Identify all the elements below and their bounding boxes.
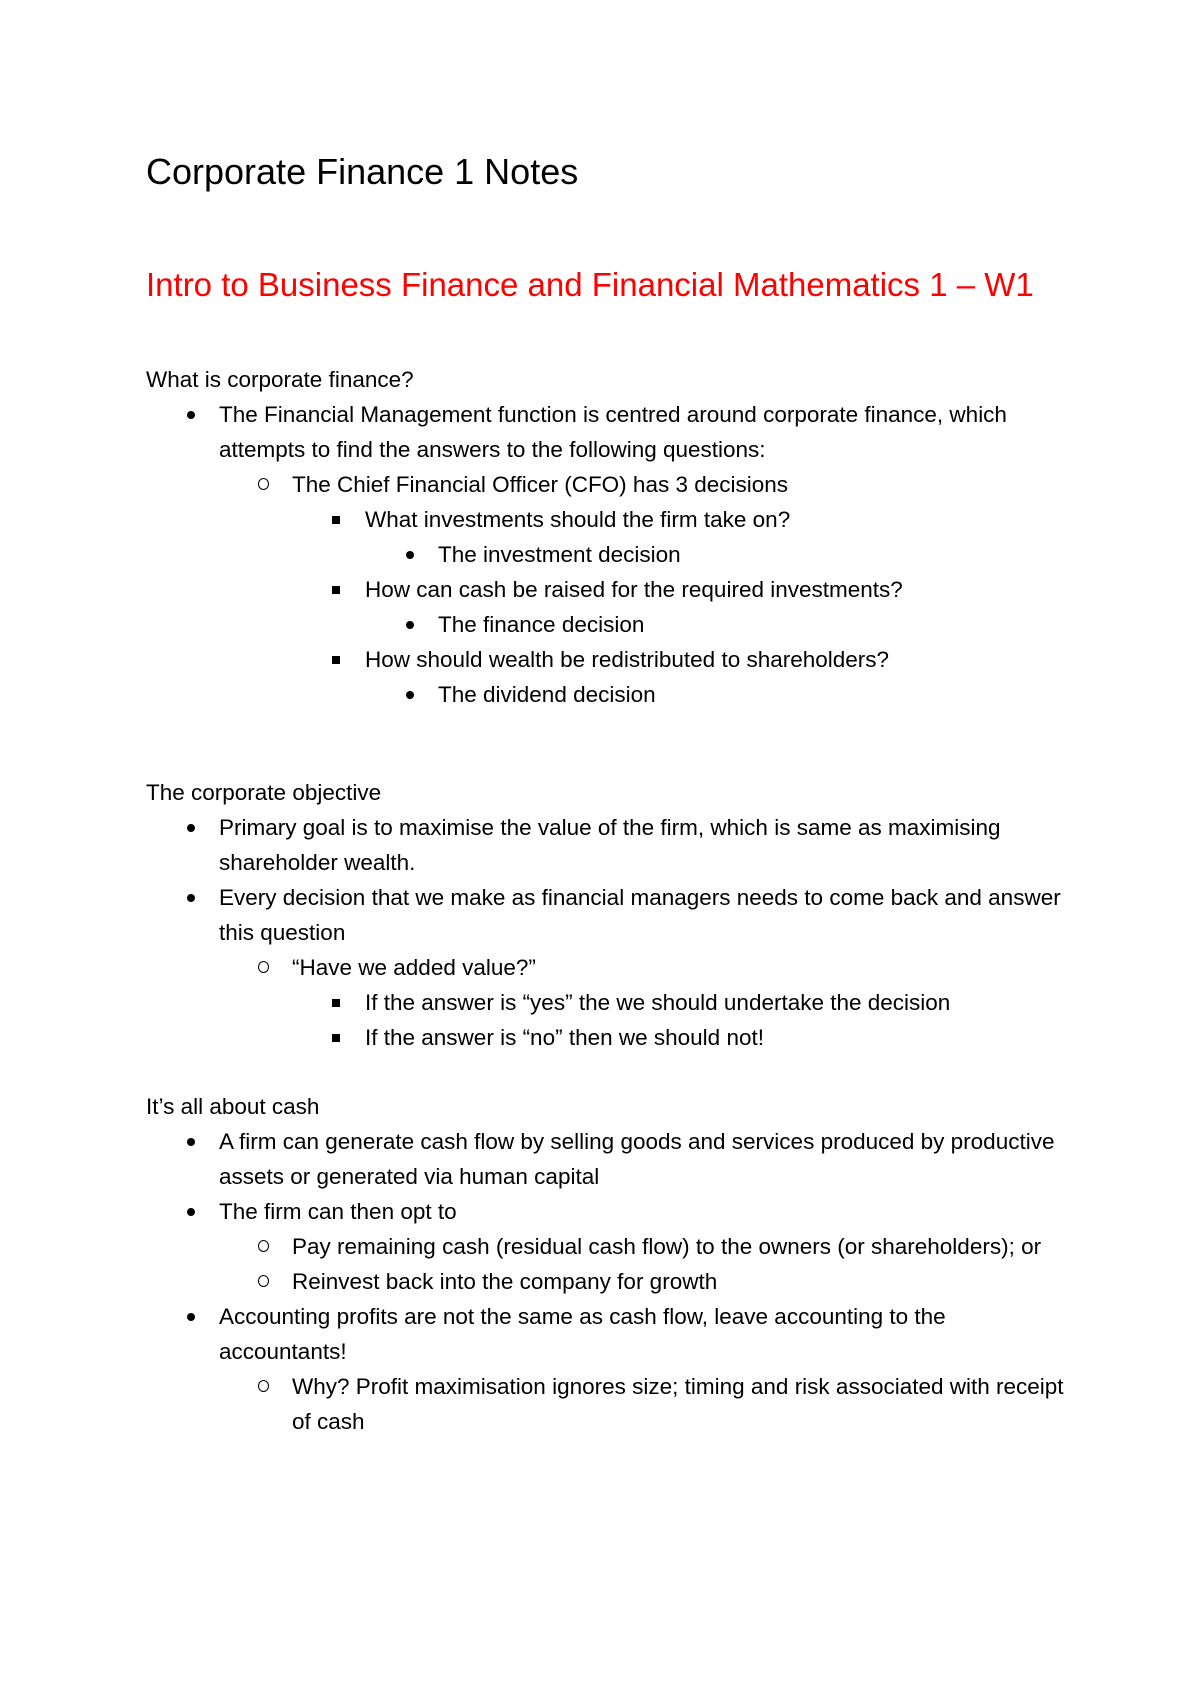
list-item: Accounting profits are not the same as cash flow, leave accounting to the accountants! Why? Profit maximisation ignores size; timing and risk associated with receipt of cash bbox=[146, 1299, 1076, 1439]
list-item: Reinvest back into the company for growth bbox=[219, 1264, 1076, 1299]
bullet-dot-icon bbox=[146, 880, 219, 915]
bullet-circle-icon bbox=[219, 1264, 292, 1299]
bullet-square-icon bbox=[292, 502, 365, 537]
list-item: Primary goal is to maximise the value of the firm, which is same as maximising shareholder wealth. bbox=[146, 810, 1076, 880]
list-item: The finance decision bbox=[365, 607, 1076, 642]
section-corporate-objective bbox=[146, 775, 1076, 1055]
bullet-circle-icon bbox=[219, 950, 292, 985]
list-item: Pay remaining cash (residual cash flow) to the owners (or shareholders); or bbox=[219, 1229, 1076, 1264]
section-title: It’s all about cash bbox=[146, 1094, 320, 1119]
list-item: A firm can generate cash flow by selling goods and services produced by productive assets or generated via human capital bbox=[146, 1124, 1076, 1194]
section-title: The corporate objective bbox=[146, 780, 382, 805]
bullet-square-icon bbox=[292, 985, 365, 1020]
list-item: Why? Profit maximisation ignores size; timing and risk associated with receipt of cash bbox=[219, 1369, 1076, 1439]
bullet-dot-icon bbox=[146, 397, 219, 432]
section-heading: Intro to Business Finance and Financial Mathematics 1 – W1 bbox=[146, 266, 1034, 303]
list-item: The dividend decision bbox=[365, 677, 1076, 712]
section-title: What is corporate finance? bbox=[146, 367, 414, 392]
list-item: The Financial Management function is centred around corporate finance, which attempts to find the answers to the following questions: The Chief Financial Officer (CFO) has 3 decisions What investments should the firm take on? The investment decision How can cash be raised for the required investments? The finance decision How should wealth be redistributed to shareholders? The dividend decision bbox=[146, 397, 1076, 712]
bullet-dot-icon bbox=[146, 1299, 219, 1334]
list-item: If the answer is “yes” the we should undertake the decision bbox=[292, 985, 1076, 1020]
bullet-circle-icon bbox=[219, 1369, 292, 1404]
list-item: If the answer is “no” then we should not! bbox=[292, 1020, 1076, 1055]
bullet-list bbox=[146, 1124, 1076, 1439]
bullet-square-icon bbox=[292, 572, 365, 607]
bullet-dot-icon bbox=[146, 1124, 219, 1159]
bullet-dot-icon bbox=[365, 537, 438, 572]
list-item: How can cash be raised for the required investments? The finance decision bbox=[292, 572, 1076, 642]
list-item: The firm can then opt to Pay remaining cash (residual cash flow) to the owners (or shareholders); or Reinvest back into the company for growth bbox=[146, 1194, 1076, 1299]
list-item: How should wealth be redistributed to shareholders? The dividend decision bbox=[292, 642, 1076, 712]
list-item: “Have we added value?” If the answer is “yes” the we should undertake the decision If the answer is “no” then we should not! bbox=[219, 950, 1076, 1055]
section-what-is-corporate-finance bbox=[146, 362, 1076, 712]
list-item: Every decision that we make as financial managers needs to come back and answer this question “Have we added value?” If the answer is “yes” the we should undertake the decision If the answer is “no” then we should not! bbox=[146, 880, 1076, 1055]
bullet-dot-icon bbox=[365, 607, 438, 642]
bullet-dot-icon bbox=[146, 810, 219, 845]
bullet-list bbox=[146, 810, 1076, 1055]
bullet-square-icon bbox=[292, 1020, 365, 1055]
list-item: The investment decision bbox=[365, 537, 1076, 572]
bullet-list bbox=[146, 397, 1076, 712]
bullet-dot-icon bbox=[146, 1194, 219, 1229]
bullet-square-icon bbox=[292, 642, 365, 677]
section-all-about-cash bbox=[146, 1089, 1076, 1439]
bullet-circle-icon bbox=[219, 1229, 292, 1264]
list-item: What investments should the firm take on? The investment decision bbox=[292, 502, 1076, 572]
list-item: The Chief Financial Officer (CFO) has 3 decisions What investments should the firm take on? The investment decision How can cash be raised for the required investments? The finance decision How should wealth be redistributed to shareholders? The dividend decision bbox=[219, 467, 1076, 712]
bullet-dot-icon bbox=[365, 677, 438, 712]
bullet-circle-icon bbox=[219, 467, 292, 502]
document-title: Corporate Finance 1 Notes bbox=[146, 151, 579, 192]
